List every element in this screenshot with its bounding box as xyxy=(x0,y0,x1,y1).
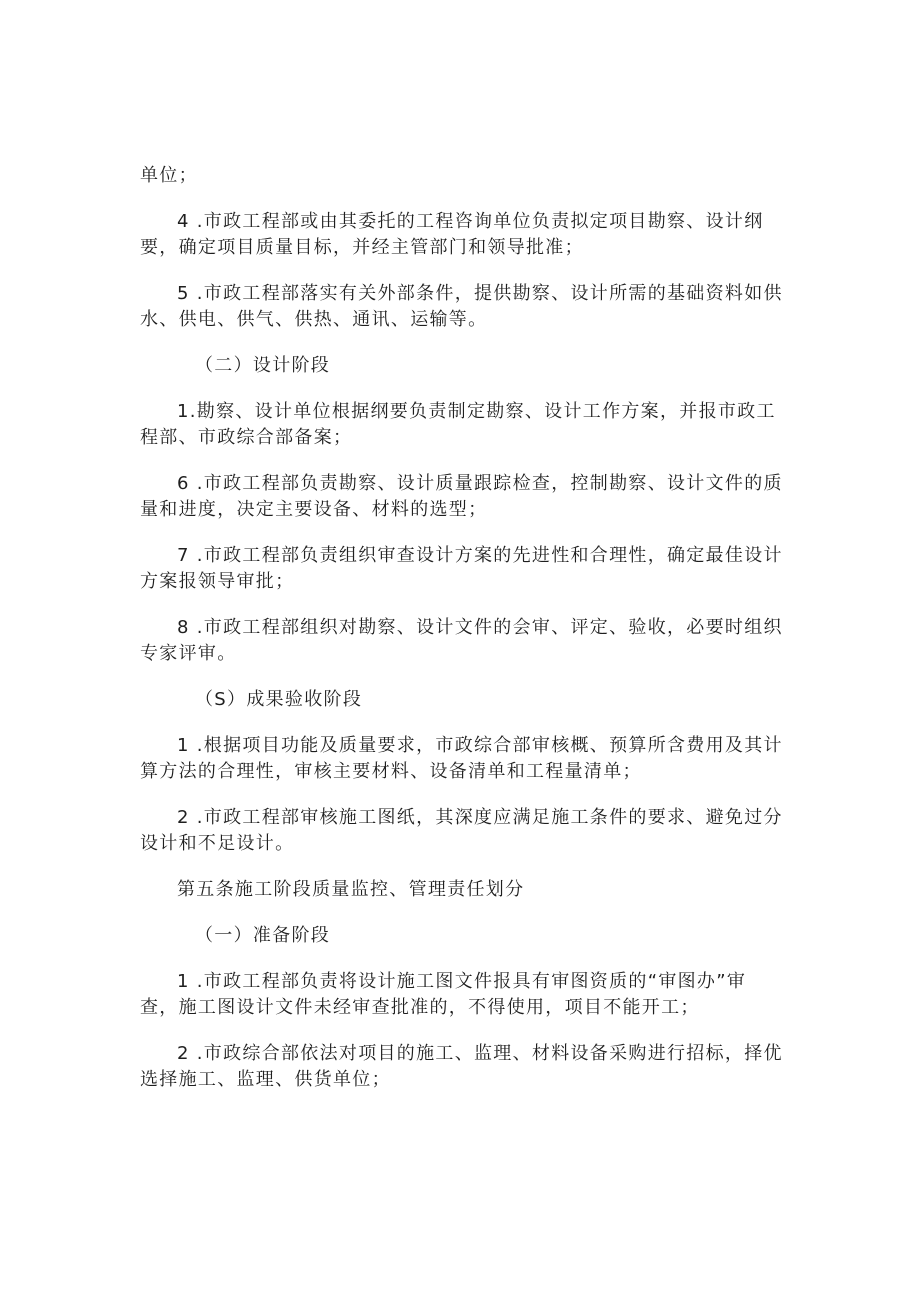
list-item-1-acceptance xyxy=(140,733,818,785)
text-line: 8 .市政工程部组织对勘察、设计文件的会审、评定、验收，必要时组织 xyxy=(177,617,783,638)
text-line: 4 .市政工程部或由其委托的工程咨询单位负责拟定项目勘察、设计纲 xyxy=(177,211,764,232)
heading-text: （一）准备阶段 xyxy=(195,925,331,946)
document-body xyxy=(140,163,818,1093)
text-line: 专家评审。 xyxy=(140,643,237,664)
text-line: 1.勘察、设计单位根据纲要负责制定勘察、设计工作方案，并报市政工 xyxy=(177,401,776,422)
text-line: 程部、市政综合部备案； xyxy=(140,427,353,448)
text-line: 算方法的合理性，审核主要材料、设备清单和工程量清单； xyxy=(140,761,642,782)
paragraph-continuation xyxy=(140,163,818,189)
text-line: 选择施工、监理、供货单位； xyxy=(140,1069,391,1090)
text-line: 1 .根据项目功能及质量要求，市政综合部审核概、预算所含费用及其计 xyxy=(177,735,783,756)
text-line: 单位； xyxy=(140,165,198,186)
text-line: 查，施工图设计文件未经审查批准的，不得使用，项目不能开工； xyxy=(140,997,700,1018)
list-item-6 xyxy=(140,471,818,523)
list-item-8 xyxy=(140,615,818,667)
text-line: 2 .市政工程部审核施工图纸，其深度应满足施工条件的要求、避免过分 xyxy=(177,807,783,828)
text-line: 7 .市政工程部负责组织审查设计方案的先进性和合理性，确定最佳设计 xyxy=(177,545,783,566)
text-line: 5 .市政工程部落实有关外部条件，提供勘察、设计所需的基础资料如供 xyxy=(177,283,783,304)
text-line: 方案报领导审批； xyxy=(140,571,295,592)
text-line: 6 .市政工程部负责勘察、设计质量跟踪检查，控制勘察、设计文件的质 xyxy=(177,473,783,494)
list-item-2-preparation xyxy=(140,1041,818,1093)
list-item-4 xyxy=(140,209,818,261)
heading-text: 第五条施工阶段质量监控、管理责任划分 xyxy=(177,879,525,900)
list-item-1-preparation xyxy=(140,969,818,1021)
text-line: 2 .市政综合部依法对项目的施工、监理、材料设备采购进行招标，择优 xyxy=(177,1043,783,1064)
text-line: 量和进度，决定主要设备、材料的选型； xyxy=(140,499,488,520)
text-line: 设计和不足设计。 xyxy=(140,833,295,854)
list-item-2-acceptance xyxy=(140,805,818,857)
heading-text: （二）设计阶段 xyxy=(195,355,331,376)
heading-text: （S）成果验收阶段 xyxy=(195,689,363,710)
article-heading-5 xyxy=(140,877,818,903)
text-line: 要，确定项目质量目标，并经主管部门和领导批准； xyxy=(140,237,584,258)
subsection-heading-preparation xyxy=(140,923,818,949)
text-line: 水、供电、供气、供热、通讯、运输等。 xyxy=(140,309,488,330)
list-item-7 xyxy=(140,543,818,595)
subsection-heading-acceptance xyxy=(140,687,818,713)
subsection-heading-design xyxy=(140,353,818,379)
list-item-5 xyxy=(140,281,818,333)
list-item-1-design xyxy=(140,399,818,451)
text-line: 1 .市政工程部负责将设计施工图文件报具有审图资质的“审图办”审 xyxy=(177,971,747,992)
